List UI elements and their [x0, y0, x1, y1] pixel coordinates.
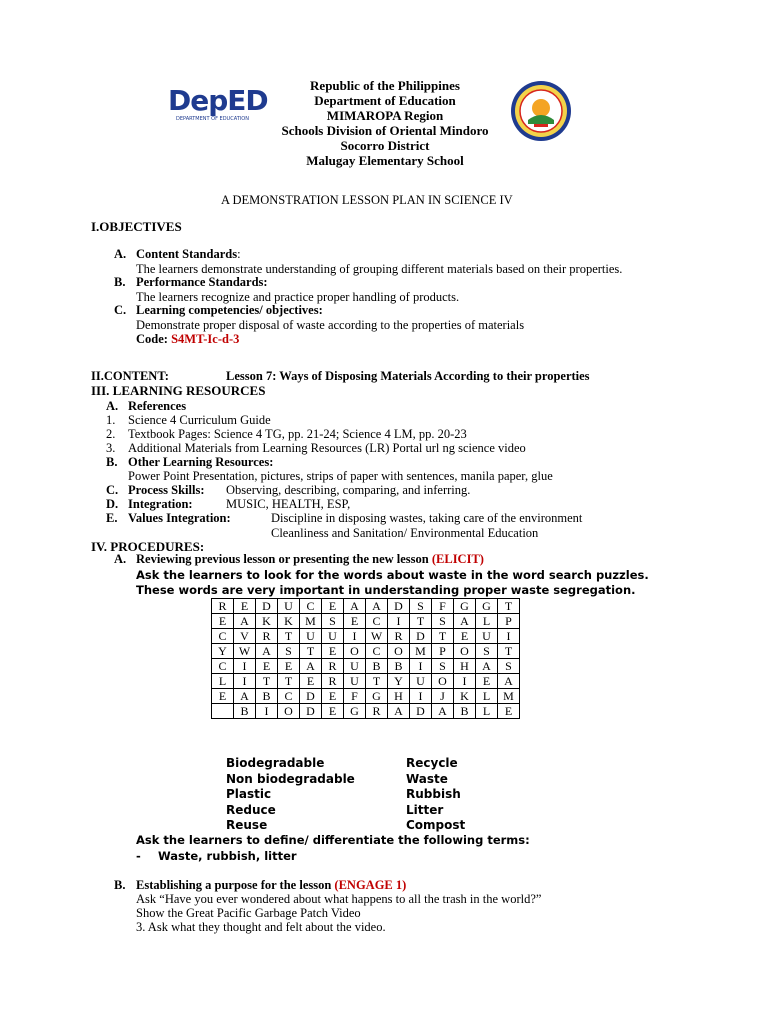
grid-cell: R: [322, 674, 344, 689]
references-label: References: [128, 399, 187, 413]
grid-cell: I: [234, 674, 256, 689]
grid-cell: [212, 704, 234, 719]
values-integration-text: Cleanliness and Sanitation/ Environmental Education: [271, 526, 539, 540]
label-a: A.: [114, 247, 127, 261]
grid-cell: A: [234, 614, 256, 629]
content-standards-label: Content Standards: [136, 247, 238, 261]
grid-cell: A: [432, 704, 454, 719]
division-seal-icon: [510, 80, 572, 142]
content-lesson-title: Lesson 7: Ways of Disposing Materials According to their properties: [226, 369, 590, 383]
grid-cell: M: [410, 644, 432, 659]
grid-cell: G: [454, 599, 476, 614]
grid-cell: E: [212, 614, 234, 629]
grid-cell: E: [454, 629, 476, 644]
header-line: Schools Division of Oriental Mindoro: [281, 123, 489, 138]
grid-cell: G: [344, 704, 366, 719]
label-b: B.: [114, 275, 126, 289]
grid-cell: M: [300, 614, 322, 629]
grid-cell: I: [410, 689, 432, 704]
elicit-tag: (ELICIT): [431, 552, 484, 566]
grid-cell: D: [410, 704, 432, 719]
word-search-instruction: These words are very important in understanding proper waste segregation.: [136, 583, 636, 597]
grid-cell: E: [498, 704, 520, 719]
grid-cell: H: [454, 659, 476, 674]
grid-cell: T: [256, 674, 278, 689]
word-item: Biodegradable: [226, 756, 325, 770]
values-integration-text: Discipline in disposing wastes, taking care of the environment: [271, 511, 583, 525]
process-skills-text: Observing, describing, comparing, and inferring.: [226, 483, 471, 497]
learning-resources-heading: III. LEARNING RESOURCES: [91, 383, 266, 398]
content-standards-title: [136, 247, 241, 262]
grid-cell: E: [256, 659, 278, 674]
word-item: Compost: [406, 818, 466, 832]
grid-cell: O: [432, 674, 454, 689]
grid-cell: T: [278, 629, 300, 644]
grid-cell: I: [388, 614, 410, 629]
grid-row: [212, 689, 520, 704]
header-line: Socorro District: [340, 138, 430, 153]
reference-number: 2.: [106, 427, 116, 441]
grid-cell: C: [278, 689, 300, 704]
grid-cell: E: [322, 599, 344, 614]
word-item: Litter: [406, 802, 444, 817]
grid-cell: O: [454, 644, 476, 659]
content-heading: II.CONTENT:: [91, 369, 169, 383]
grid-cell: E: [300, 674, 322, 689]
grid-cell: J: [432, 689, 454, 704]
performance-standards-text: The learners recognize and practice proper handling of products.: [136, 290, 460, 304]
grid-cell: F: [432, 599, 454, 614]
grid-cell: E: [322, 704, 344, 719]
grid-cell: A: [234, 689, 256, 704]
header-line: Department of Education: [314, 93, 456, 108]
grid-cell: G: [366, 689, 388, 704]
grid-cell: K: [278, 614, 300, 629]
grid-row: [212, 659, 520, 674]
word-item: Reuse: [226, 818, 268, 832]
grid-cell: A: [300, 659, 322, 674]
engage-tag: (ENGAGE 1): [334, 878, 407, 892]
define-dash: -: [136, 849, 141, 863]
grid-cell: I: [454, 674, 476, 689]
procedure-b-text: Ask “Have you ever wondered about what happens to all the trash in the world?”: [136, 892, 542, 906]
grid-cell: T: [300, 644, 322, 659]
word-item: Waste: [406, 771, 448, 786]
code-value: S4MT-Ic-d-3: [171, 332, 240, 346]
word-item: Reduce: [226, 802, 276, 817]
word-search-grid: [211, 598, 520, 719]
grid-cell: U: [278, 599, 300, 614]
grid-cell: L: [476, 614, 498, 629]
grid-cell: C: [212, 659, 234, 674]
procedure-a-label: Reviewing previous lesson or presenting the new lesson: [136, 552, 429, 566]
content-standards-text: The learners demonstrate understanding of grouping different materials based on their properties.: [136, 262, 623, 276]
grid-cell: E: [322, 689, 344, 704]
grid-row: [212, 674, 520, 689]
learning-competencies-text: Demonstrate proper disposal of waste according to the properties of materials: [136, 318, 525, 332]
grid-cell: T: [498, 599, 520, 614]
label-d: D.: [106, 497, 119, 511]
grid-cell: E: [476, 674, 498, 689]
label-b: B.: [106, 455, 118, 469]
procedure-b-title: [136, 878, 406, 893]
grid-cell: U: [476, 629, 498, 644]
procedure-b-label: Establishing a purpose for the lesson: [136, 878, 332, 892]
grid-cell: S: [278, 644, 300, 659]
grid-cell: I: [234, 659, 256, 674]
deped-logo-text: DepED: [168, 84, 268, 117]
grid-cell: A: [498, 674, 520, 689]
word-item: Recycle: [406, 756, 458, 770]
grid-cell: A: [388, 704, 410, 719]
grid-cell: R: [256, 629, 278, 644]
word-item: Rubbish: [406, 787, 461, 801]
grid-cell: E: [322, 644, 344, 659]
grid-cell: D: [300, 689, 322, 704]
performance-standards-label: Performance Standards:: [136, 275, 268, 289]
grid-cell: I: [498, 629, 520, 644]
label-a: A.: [106, 399, 119, 413]
grid-cell: S: [432, 614, 454, 629]
grid-cell: C: [212, 629, 234, 644]
other-resources-text: Power Point Presentation, pictures, strips of paper with sentences, manila paper, glue: [128, 469, 553, 483]
objectives-heading: I.OBJECTIVES: [91, 219, 182, 234]
grid-row: [212, 704, 520, 719]
grid-cell: O: [388, 644, 410, 659]
grid-cell: B: [454, 704, 476, 719]
grid-cell: R: [388, 629, 410, 644]
integration-label: Integration:: [128, 497, 193, 511]
grid-cell: L: [476, 704, 498, 719]
procedure-b-text: Show the Great Pacific Garbage Patch Video: [136, 906, 361, 920]
grid-cell: T: [432, 629, 454, 644]
grid-cell: A: [344, 599, 366, 614]
grid-cell: C: [300, 599, 322, 614]
reference-number: 3.: [106, 441, 116, 455]
deped-logo-subtext: DEPARTMENT OF EDUCATION: [176, 116, 249, 122]
grid-cell: T: [278, 674, 300, 689]
reference-text: Textbook Pages: Science 4 TG, pp. 21-24; Science 4 LM, pp. 20-23: [128, 427, 467, 441]
grid-cell: C: [366, 614, 388, 629]
grid-cell: T: [498, 644, 520, 659]
grid-cell: D: [300, 704, 322, 719]
grid-row: [212, 629, 520, 644]
procedures-heading: IV. PROCEDURES:: [91, 539, 205, 554]
grid-cell: B: [388, 659, 410, 674]
word-list-right: [406, 756, 465, 834]
grid-cell: Y: [212, 644, 234, 659]
learning-competencies-label: Learning competencies/ objectives:: [136, 303, 323, 317]
grid-cell: A: [256, 644, 278, 659]
grid-cell: D: [388, 599, 410, 614]
grid-row: [212, 644, 520, 659]
grid-cell: K: [454, 689, 476, 704]
lesson-plan-title: A DEMONSTRATION LESSON PLAN IN SCIENCE IV: [221, 193, 513, 207]
code-label: Code:: [136, 332, 168, 346]
header-line: Malugay Elementary School: [306, 153, 464, 168]
grid-cell: W: [234, 644, 256, 659]
grid-cell: I: [344, 629, 366, 644]
header-line: Republic of the Philippines: [310, 78, 460, 93]
grid-cell: D: [256, 599, 278, 614]
grid-cell: S: [322, 614, 344, 629]
grid-cell: O: [344, 644, 366, 659]
word-search-instruction: Ask the learners to look for the words about waste in the word search puzzles.: [136, 568, 649, 582]
grid-cell: S: [498, 659, 520, 674]
grid-cell: P: [432, 644, 454, 659]
label-c: C.: [114, 303, 127, 317]
grid-cell: B: [256, 689, 278, 704]
grid-cell: V: [234, 629, 256, 644]
word-list-left: [226, 756, 355, 834]
grid-cell: H: [388, 689, 410, 704]
grid-cell: U: [344, 674, 366, 689]
grid-cell: P: [498, 614, 520, 629]
grid-cell: O: [278, 704, 300, 719]
grid-row: [212, 614, 520, 629]
word-item: Plastic: [226, 787, 272, 801]
grid-cell: U: [410, 674, 432, 689]
grid-cell: R: [212, 599, 234, 614]
grid-cell: F: [344, 689, 366, 704]
label-a: A.: [114, 552, 127, 566]
grid-cell: I: [256, 704, 278, 719]
grid-cell: U: [300, 629, 322, 644]
values-integration-label: Values Integration:: [128, 511, 231, 525]
grid-cell: C: [366, 644, 388, 659]
grid-cell: L: [212, 674, 234, 689]
grid-cell: E: [212, 689, 234, 704]
grid-cell: U: [344, 659, 366, 674]
grid-cell: R: [322, 659, 344, 674]
grid-cell: A: [366, 599, 388, 614]
grid-cell: S: [432, 659, 454, 674]
grid-cell: E: [234, 599, 256, 614]
integration-text: MUSIC, HEALTH, ESP,: [226, 497, 351, 511]
grid-cell: G: [476, 599, 498, 614]
grid-cell: T: [410, 614, 432, 629]
grid-cell: A: [476, 659, 498, 674]
grid-cell: E: [344, 614, 366, 629]
other-resources-label: Other Learning Resources:: [128, 455, 274, 469]
grid-cell: B: [234, 704, 256, 719]
procedure-b-text: 3. Ask what they thought and felt about the video.: [136, 920, 386, 934]
label-c: C.: [106, 483, 119, 497]
reference-number: 1.: [106, 413, 116, 427]
grid-cell: U: [322, 629, 344, 644]
reference-text: Additional Materials from Learning Resources (LR) Portal url ng science video: [128, 441, 526, 455]
grid-cell: R: [366, 704, 388, 719]
grid-cell: S: [410, 599, 432, 614]
grid-cell: M: [498, 689, 520, 704]
grid-row: [212, 599, 520, 614]
school-header: [240, 78, 530, 168]
grid-cell: K: [256, 614, 278, 629]
label-e: E.: [106, 511, 118, 525]
grid-cell: T: [366, 674, 388, 689]
define-instruction: Ask the learners to define/ differentiate the following terms:: [136, 833, 530, 847]
code-line: [136, 332, 239, 347]
colon: :: [237, 247, 241, 261]
grid-cell: Y: [388, 674, 410, 689]
grid-cell: S: [476, 644, 498, 659]
word-item: Non biodegradable: [226, 771, 355, 786]
grid-cell: E: [278, 659, 300, 674]
grid-cell: D: [410, 629, 432, 644]
header-line: MIMAROPA Region: [326, 108, 444, 123]
label-b: B.: [114, 878, 126, 892]
procedure-a-title: [136, 552, 484, 567]
grid-cell: L: [476, 689, 498, 704]
define-terms: Waste, rubbish, litter: [158, 849, 297, 863]
grid-cell: A: [454, 614, 476, 629]
grid-cell: I: [410, 659, 432, 674]
grid-cell: B: [366, 659, 388, 674]
reference-text: Science 4 Curriculum Guide: [128, 413, 271, 427]
process-skills-label: Process Skills:: [128, 483, 205, 497]
grid-cell: W: [366, 629, 388, 644]
